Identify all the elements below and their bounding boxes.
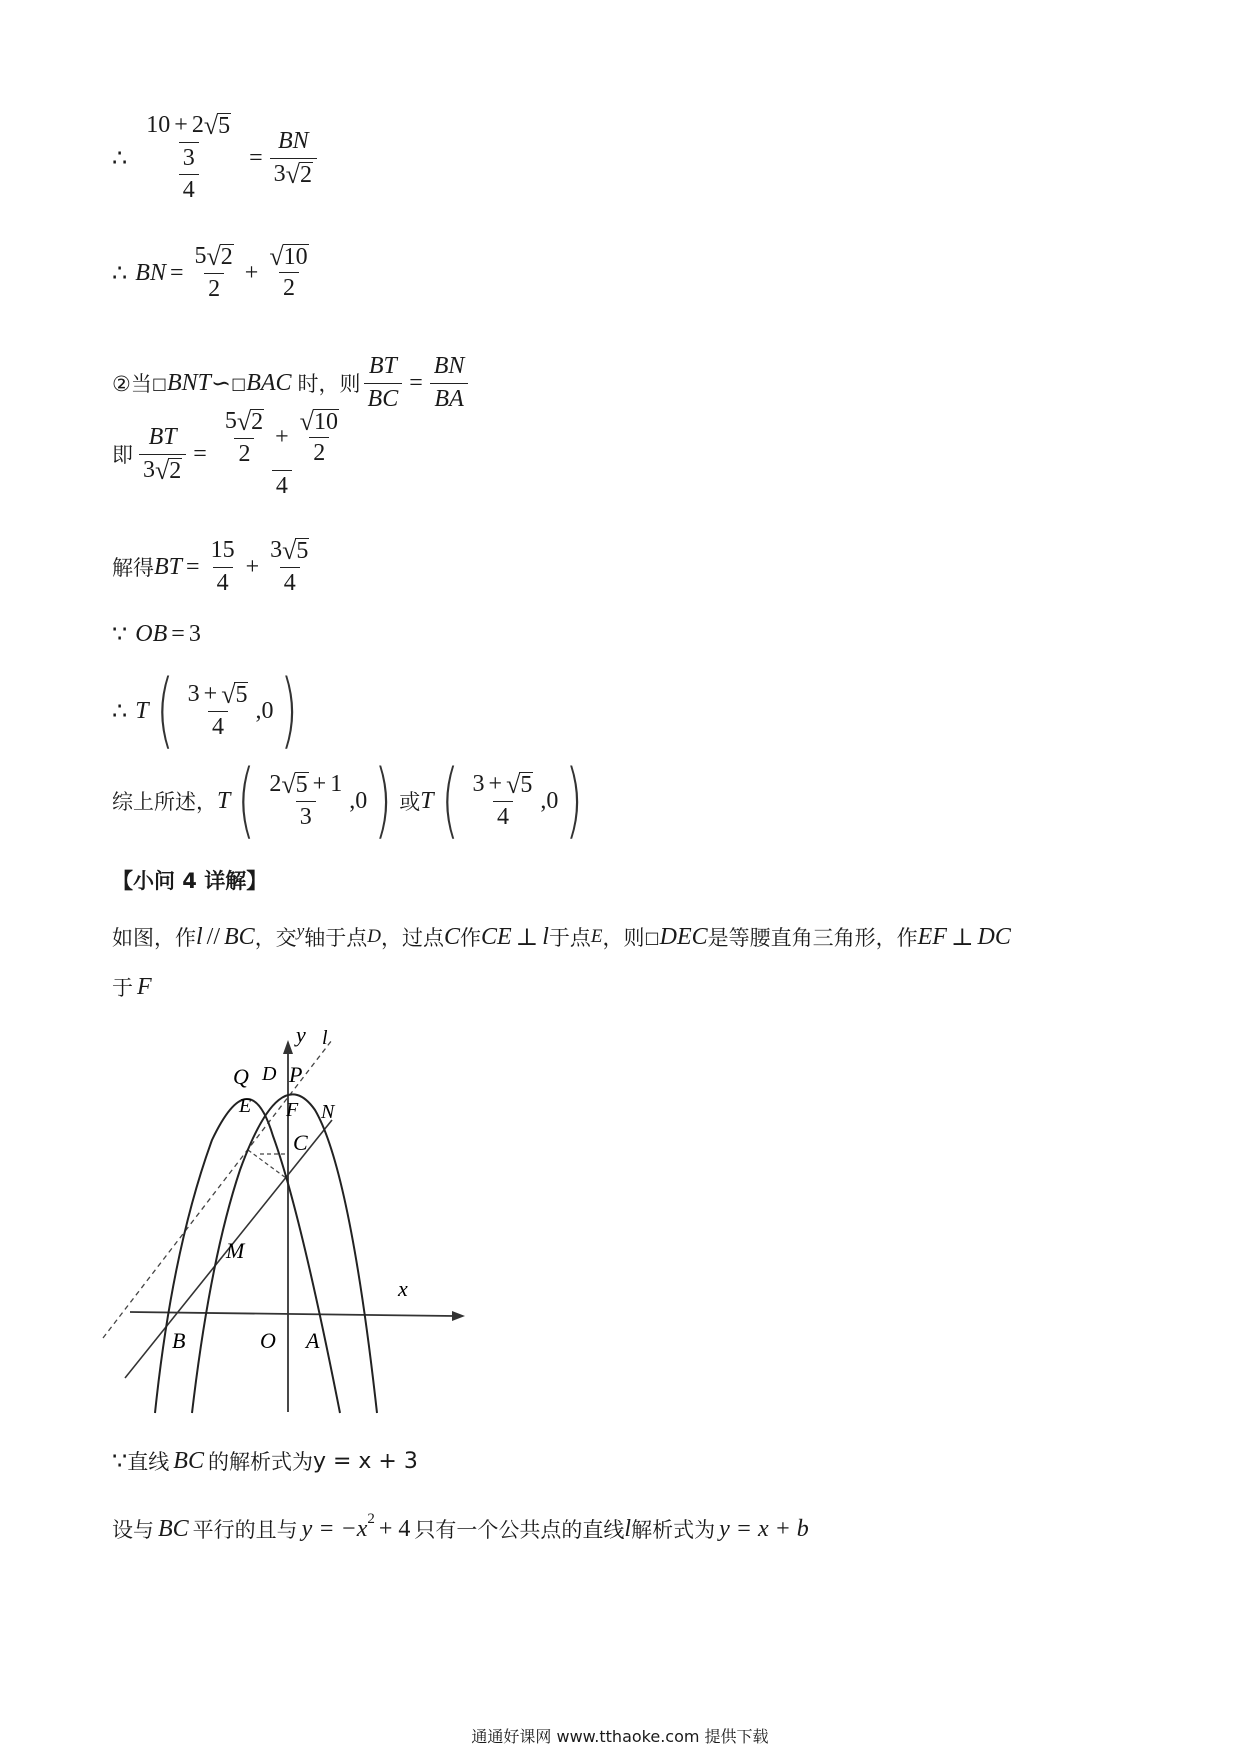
coef-2: 2: [269, 770, 282, 797]
point-t-result: [112, 663, 305, 758]
label-p: P: [289, 1062, 303, 1087]
den-ba: BA: [430, 383, 467, 414]
tri-bnt: BNT: [166, 369, 211, 396]
radicand-10: 10: [283, 243, 308, 270]
text-ze: ，则: [602, 926, 645, 950]
radicand-2: 2: [299, 161, 312, 188]
plus-sign: +: [244, 259, 259, 286]
label-n: N: [321, 1101, 335, 1123]
fraction-3plussqrt5-4: [184, 681, 253, 741]
den-3: 3: [179, 142, 199, 173]
den-4: 4: [213, 567, 233, 598]
plus-sign: +: [203, 680, 218, 707]
construction-line-2: [112, 972, 152, 1002]
x-axis-arrow: [452, 1311, 465, 1321]
case2-mid: 时，则: [297, 372, 361, 397]
label-q: Q: [233, 1064, 249, 1089]
fraction-bn-ba: [430, 353, 469, 413]
parabola-eq: y = −x: [301, 1515, 368, 1542]
parabola-p: [192, 1094, 377, 1413]
var-bc: BC: [158, 1515, 189, 1542]
because-symbol: ∵: [112, 622, 128, 648]
similar-sign: ∽: [210, 370, 232, 397]
text-sheyu: 设与: [112, 1518, 154, 1542]
var-t: T: [135, 697, 149, 724]
var-bc: BC: [224, 923, 255, 950]
equals-sign: =: [249, 144, 263, 171]
var-ef: EF: [917, 923, 947, 950]
radicand-2: 2: [169, 457, 182, 484]
fraction-2sqrt5plus1-3: [265, 771, 346, 831]
therefore-symbol: ∴: [112, 145, 128, 172]
coef-2: 2: [191, 112, 204, 138]
text-yudian: 于点: [548, 926, 591, 950]
equals-sign: =: [193, 440, 207, 467]
label-f: F: [286, 1099, 299, 1121]
den-2: 2: [309, 437, 329, 468]
sqrt-2: √ 2: [285, 159, 312, 189]
var-bn: BN: [135, 259, 166, 286]
label-x: x: [398, 1276, 408, 1301]
coef-3: 3: [273, 160, 286, 187]
case2-prefix: ②当: [112, 372, 152, 397]
coordinate-parens: ( 3 + √ 5 4 , 0 ): [155, 663, 299, 758]
fraction-bt-bc: [364, 353, 403, 413]
parabola-q: [155, 1099, 340, 1413]
den-4: 4: [272, 470, 292, 501]
plus-sign: +: [275, 424, 289, 451]
var-bc: BC: [173, 1447, 204, 1474]
comma: ,: [540, 787, 547, 814]
sqrt-5: √ 5: [203, 110, 231, 140]
compound-fraction: [135, 112, 242, 205]
var-ob: OB: [135, 621, 168, 647]
eq-bt-ratio: [112, 408, 353, 501]
label-a: A: [306, 1328, 320, 1353]
jiede-text: 解得: [112, 556, 154, 581]
label-m: M: [226, 1238, 245, 1263]
value-1: 1: [330, 770, 343, 797]
text-guodian: ，过点: [380, 926, 444, 950]
radicand-5: 5: [235, 681, 248, 708]
equals-sign: =: [409, 369, 423, 396]
coef-5: 5: [224, 408, 237, 434]
den-2: 2: [204, 273, 224, 304]
den-4: 4: [280, 567, 300, 598]
perp-sign: ⊥: [950, 924, 974, 951]
text-rutu: 如图，作: [112, 926, 196, 950]
compound-fraction-bn-4: [214, 408, 350, 501]
sqrt-5: √ 5: [506, 769, 533, 799]
page-footer: 通通好课网 www.tthaoke.com 提供下载: [471, 1727, 769, 1746]
num-bt: BT: [148, 424, 177, 451]
radicand-2: 2: [251, 408, 264, 435]
eq-ob: [112, 620, 201, 649]
perp-sign: ⊥: [515, 924, 539, 951]
sqrt-10: √ 10: [299, 406, 338, 436]
radicand-10: 10: [313, 408, 338, 435]
text-dengyao: 是等腰直角三角形，作: [707, 926, 918, 950]
eq-bn-value: [112, 243, 316, 303]
zongshang-text: 综上所述，: [112, 790, 217, 814]
fraction-5sqrt2-2: [221, 408, 268, 468]
var-bt: BT: [154, 553, 183, 580]
var-t: T: [420, 787, 434, 814]
construction-line: [112, 922, 1011, 952]
text-jiexishi: 的解析式为: [207, 1450, 313, 1474]
plus-4: + 4: [378, 1515, 411, 1542]
label-b: B: [172, 1328, 186, 1353]
radicand-5: 5: [520, 771, 533, 798]
sqrt-2: √ 2: [236, 406, 264, 436]
section-heading: [112, 865, 267, 895]
coef-3: 3: [270, 537, 283, 563]
equals-sign: =: [171, 621, 185, 647]
den-3: 3: [296, 801, 316, 832]
inner-fraction: [142, 112, 235, 172]
equals-sign: =: [169, 259, 184, 286]
value-3: 3: [188, 621, 201, 647]
radicand-5: 5: [218, 112, 231, 139]
sqrt-10: √ 10: [269, 241, 308, 271]
text-jiao: ，交: [254, 926, 297, 950]
coordinate-parens: ( 2 √ 5 + 1 3 , 0 ): [237, 753, 392, 848]
plus-sign: +: [312, 770, 327, 797]
var-l: l: [196, 923, 203, 950]
triangle-mark: □: [151, 373, 167, 393]
text-zhixian: 直线: [127, 1450, 170, 1474]
var-ce: CE: [480, 923, 512, 950]
therefore-symbol: ∴: [112, 260, 128, 287]
label-c: C: [293, 1130, 308, 1155]
equals-sign: =: [186, 553, 200, 580]
radicand-2: 2: [220, 243, 233, 270]
var-l: l: [624, 1515, 632, 1542]
text-zuo: 作: [459, 926, 481, 950]
var-e: E: [590, 926, 603, 947]
sqrt-2: √ 2: [155, 455, 182, 485]
text-yu: 于: [112, 976, 133, 1000]
fraction-3sqrt5-4: [266, 537, 313, 597]
label-l: l: [322, 1027, 328, 1049]
value-0: 0: [546, 787, 559, 814]
label-y: y: [296, 1022, 306, 1047]
value-0: 0: [261, 697, 274, 724]
case-2-condition: [112, 353, 471, 413]
var-y: y: [296, 921, 305, 940]
triangle-mark: □: [231, 373, 247, 393]
fraction-15-4: [207, 537, 239, 597]
plus-sign: +: [245, 553, 260, 580]
sqrt-2: √ 2: [206, 241, 233, 271]
num-bn: BN: [277, 128, 309, 155]
text-jiexishi: 解析式为: [631, 1518, 716, 1542]
coef-5: 5: [194, 243, 207, 269]
var-dec: DEC: [659, 923, 708, 950]
summary-line: [112, 753, 590, 848]
bc-equation: y = x + 3: [312, 1448, 418, 1474]
plus-sign: +: [488, 770, 503, 797]
exponent-2: 2: [367, 1510, 375, 1527]
var-dc: DC: [977, 923, 1011, 950]
num-10: 10: [146, 112, 171, 138]
bc-equation-line: [112, 1446, 418, 1476]
coordinate-parens: ( 3 + √ 5 4 , 0 ): [440, 753, 584, 848]
fraction-sqrt10-2: [265, 241, 312, 303]
ji-text: 即: [112, 443, 133, 468]
set-line: [112, 1510, 809, 1544]
fraction-3plussqrt5-4: [469, 771, 538, 831]
triangle-mark: □: [644, 927, 660, 947]
den-bc: BC: [364, 383, 403, 414]
text-gonggongdian: 只有一个公共点的直线: [414, 1518, 625, 1542]
label-o: O: [260, 1328, 276, 1353]
geometry-figure: [100, 1020, 480, 1420]
coef-3: 3: [143, 456, 155, 483]
label-d: D: [262, 1063, 277, 1085]
num-bn: BN: [433, 353, 465, 379]
var-f: F: [137, 973, 152, 1000]
comma: ,: [349, 787, 356, 814]
den-4: 4: [179, 174, 199, 205]
radicand-5: 5: [296, 537, 309, 564]
var-c: C: [443, 923, 460, 950]
text-zhou: 轴于点: [304, 926, 368, 950]
comma: ,: [255, 697, 262, 724]
fraction-bt-3sqrt2: [139, 424, 186, 484]
fraction-bn: [270, 128, 317, 188]
label-e: E: [239, 1095, 252, 1117]
y-axis-arrow: [283, 1040, 293, 1054]
line-l-equation: y = x + b: [719, 1515, 809, 1542]
value-0: 0: [355, 787, 368, 814]
parallel-sign: //: [206, 923, 221, 950]
den-2: 2: [234, 438, 254, 469]
huo-text: 或: [399, 790, 421, 814]
eq-ratio-1: [112, 112, 320, 205]
text-pingxing: 平行的且与: [192, 1518, 298, 1542]
var-d: D: [367, 926, 381, 947]
tri-bac: BAC: [246, 369, 292, 396]
var-l: l: [542, 923, 549, 950]
therefore-symbol: ∴: [112, 698, 128, 725]
num-bt: BT: [368, 353, 397, 379]
eq-bt-value: [112, 537, 316, 597]
fraction-5sqrt2-2: [191, 243, 238, 303]
den-4: 4: [208, 711, 228, 742]
section-title: 【小问 4 详解】: [112, 869, 268, 893]
den-4: 4: [493, 801, 513, 832]
num-3: 3: [472, 770, 485, 797]
because-symbol: ∵: [112, 1448, 128, 1475]
plus-sign: +: [174, 112, 188, 138]
sqrt-5: √ 5: [221, 679, 248, 709]
sqrt-5: √ 5: [281, 769, 308, 799]
num-15: 15: [210, 537, 235, 563]
x-axis: [130, 1312, 455, 1316]
sqrt-5: √ 5: [282, 535, 309, 565]
num-3: 3: [187, 680, 200, 707]
den-2: 2: [279, 272, 299, 303]
fraction-sqrt10-2: [296, 406, 343, 468]
var-t: T: [217, 787, 231, 814]
radicand-5: 5: [295, 771, 308, 798]
